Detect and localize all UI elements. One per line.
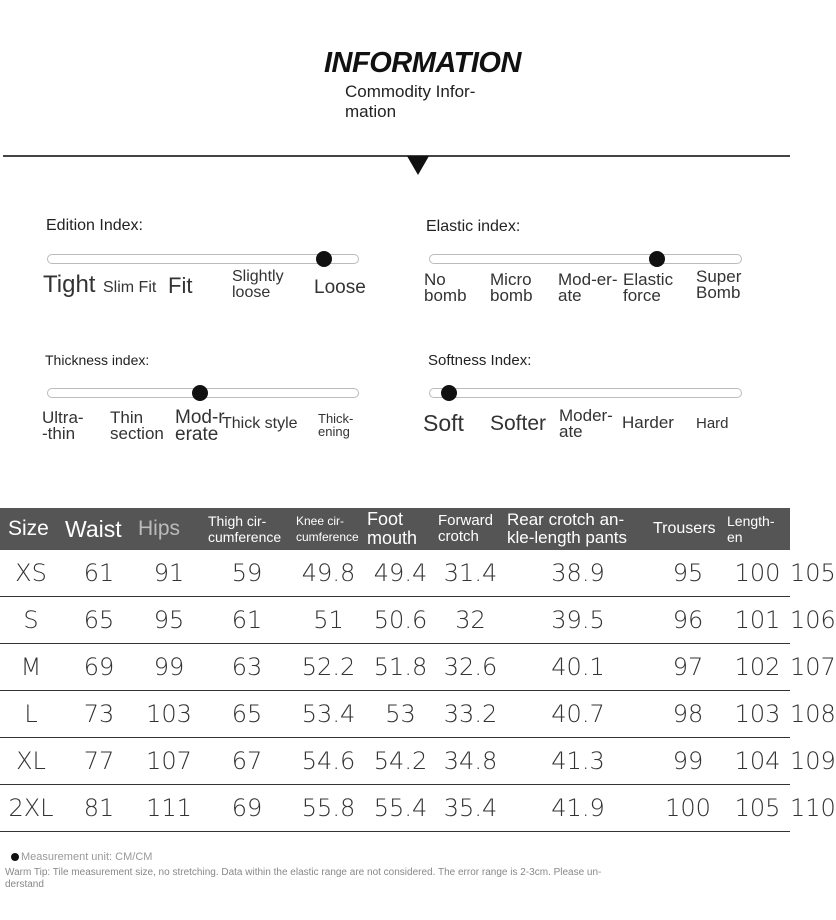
elastic-option-super-bomb: Super Bomb <box>696 267 742 302</box>
softness-option-moderate: Moder- ate <box>559 406 613 441</box>
softness-option-soft: Soft <box>423 410 464 436</box>
table-cell: 104 <box>725 738 790 785</box>
table-cell: 95 <box>651 550 725 597</box>
table-cell: 107 <box>136 738 202 785</box>
table-cell: 40.1 <box>505 644 651 691</box>
table-cell: 54.6 <box>292 738 365 785</box>
header-thigh: Thigh cir- cumference <box>208 513 282 545</box>
elastic-option-elastic-force: Elastic force <box>623 270 674 305</box>
table-cell: M <box>0 644 62 691</box>
table-cell: 49.8 <box>292 550 365 597</box>
table-cell: 53.4 <box>292 691 365 738</box>
table-cell: 99 <box>651 738 725 785</box>
warm-tip-text: Warm Tip: Tile measurement size, no stretching. Data within the elastic range are not considered. The error range is 2-3cm. Please un- derstand <box>5 867 602 890</box>
header-lengthen: Length- en <box>727 513 775 545</box>
table-row: XL 77 107 67 54.6 54.2 34.8 41.3 99 104 109 <box>0 738 790 785</box>
table-cell: 100 <box>725 550 790 597</box>
thickness-index-label: Thickness index: <box>45 352 150 368</box>
thickness-option-ultra-thin: Ultra- -thin <box>42 408 84 443</box>
table-row: M 69 99 63 52.2 51.8 32.6 40.1 97 102 107 <box>0 644 790 691</box>
table-cell: 98 <box>651 691 725 738</box>
elastic-index-knob <box>649 251 665 267</box>
table-cell: 103 <box>725 691 790 738</box>
table-cell: 91 <box>136 550 202 597</box>
table-cell: 49.4 <box>365 550 436 597</box>
softness-option-harder: Harder <box>622 413 674 432</box>
softness-option-softer: Softer <box>490 412 547 435</box>
warm-tip-note <box>5 867 645 891</box>
table-cell: 38.9 <box>505 550 651 597</box>
table-cell: 39.5 <box>505 597 651 644</box>
table-cell: 97 <box>651 644 725 691</box>
table-cell: 100 <box>651 785 725 832</box>
edition-option-fit: Fit <box>168 273 193 298</box>
edition-index-label: Edition Index: <box>46 217 143 234</box>
edition-index-slider <box>47 254 359 264</box>
header-forward-crotch: Forward crotch <box>438 512 494 545</box>
table-cell: 67 <box>202 738 292 785</box>
table-cell: 54.2 <box>365 738 436 785</box>
table-cell: XS <box>0 550 62 597</box>
table-cell: 95 <box>136 597 202 644</box>
table-cell: 69 <box>62 644 136 691</box>
table-cell: 65 <box>202 691 292 738</box>
softness-index-label: Softness Index: <box>428 352 532 369</box>
table-cell: 111 <box>136 785 202 832</box>
table-cell: 99 <box>136 644 202 691</box>
table-cell: 61 <box>202 597 292 644</box>
table-cell: 52.2 <box>292 644 365 691</box>
table-cell: 101 <box>725 597 790 644</box>
table-cell: 41.9 <box>505 785 651 832</box>
table-cell: 96 <box>651 597 725 644</box>
thickness-index-slider <box>47 388 359 398</box>
table-cell: 55.4 <box>365 785 436 832</box>
table-cell: 40.7 <box>505 691 651 738</box>
table-cell: 53 <box>365 691 436 738</box>
table-cell: 51.8 <box>365 644 436 691</box>
table-cell: 31.4 <box>436 550 505 597</box>
header-hips: Hips <box>138 517 181 540</box>
page-subtitle <box>345 82 505 122</box>
table-cell: 105 <box>725 785 790 832</box>
table-cell: 2XL <box>0 785 62 832</box>
softness-option-hard: Hard <box>696 415 729 432</box>
table-cell: 61 <box>62 550 136 597</box>
elastic-option-moderate: Mod-er- ate <box>558 270 618 305</box>
table-cell: 33.2 <box>436 691 505 738</box>
header-waist: Waist <box>65 516 122 542</box>
table-cell: 63 <box>202 644 292 691</box>
table-cell: XL <box>0 738 62 785</box>
down-arrow-icon <box>407 156 429 175</box>
table-cell: 69 <box>202 785 292 832</box>
table-cell: 103 <box>136 691 202 738</box>
edition-index-knob <box>316 251 332 267</box>
table-cell: S <box>0 597 62 644</box>
header-size: Size <box>8 517 49 540</box>
header-foot-mouth: Foot mouth <box>367 509 418 548</box>
thickness-index-knob <box>192 385 208 401</box>
table-cell: 32 <box>436 597 505 644</box>
table-row: 2XL 81 111 69 55.8 55.4 35.4 41.9 100 105 110 <box>0 785 790 832</box>
table-row: XS 61 91 59 49.8 49.4 31.4 38.9 95 100 105 <box>0 550 790 597</box>
page-subtitle-text: Commodity Infor- mation <box>345 82 476 121</box>
table-cell: 41.3 <box>505 738 651 785</box>
edition-option-tight: Tight <box>43 271 96 298</box>
thickness-option-thin-section: Thin section <box>110 408 164 443</box>
table-cell: 32.6 <box>436 644 505 691</box>
elastic-option-micro-bomb: Micro bomb <box>490 270 533 305</box>
edition-option-loose: Loose <box>314 277 366 298</box>
table-cell: 51 <box>292 597 365 644</box>
header-rear-crotch: Rear crotch an- kle-length pants <box>507 510 628 547</box>
elastic-index-slider <box>429 254 742 264</box>
table-cell: 65 <box>62 597 136 644</box>
measurement-unit-text: Measurement unit: CM/CM <box>21 851 153 863</box>
table-cell: 35.4 <box>436 785 505 832</box>
table-row: S 65 95 61 51 50.6 32 39.5 96 101 106 <box>0 597 790 644</box>
section-divider <box>3 155 790 157</box>
table-header-row <box>0 508 790 550</box>
table-row: L 73 103 65 53.4 53 33.2 40.7 98 103 108 <box>0 691 790 738</box>
bullet-icon <box>11 853 19 861</box>
edition-option-slightly-loose: Slightly loose <box>232 268 284 301</box>
table-cell: 77 <box>62 738 136 785</box>
table-cell: 50.6 <box>365 597 436 644</box>
header-trousers: Trousers <box>653 520 716 537</box>
softness-index-slider <box>429 388 742 398</box>
measurement-unit-note <box>11 851 152 863</box>
thickness-option-moderate: Mod-r erate <box>175 407 225 445</box>
page-title: INFORMATION <box>324 47 521 79</box>
table-cell: 102 <box>725 644 790 691</box>
elastic-index-label: Elastic index: <box>426 218 521 235</box>
table-cell: 59 <box>202 550 292 597</box>
thickness-option-thick-style: Thick style <box>222 415 298 432</box>
table-cell: 73 <box>62 691 136 738</box>
size-chart-table <box>0 508 836 832</box>
table-cell: 34.8 <box>436 738 505 785</box>
edition-option-slim-fit: Slim Fit <box>103 279 157 296</box>
thickness-option-thickening: Thick- ening <box>318 411 354 439</box>
elastic-option-no-bomb: No bomb <box>424 270 467 305</box>
table-cell: 81 <box>62 785 136 832</box>
table-cell: 55.8 <box>292 785 365 832</box>
header-knee: Knee cir- cumference <box>296 514 359 544</box>
softness-index-knob <box>441 385 457 401</box>
table-cell: L <box>0 691 62 738</box>
